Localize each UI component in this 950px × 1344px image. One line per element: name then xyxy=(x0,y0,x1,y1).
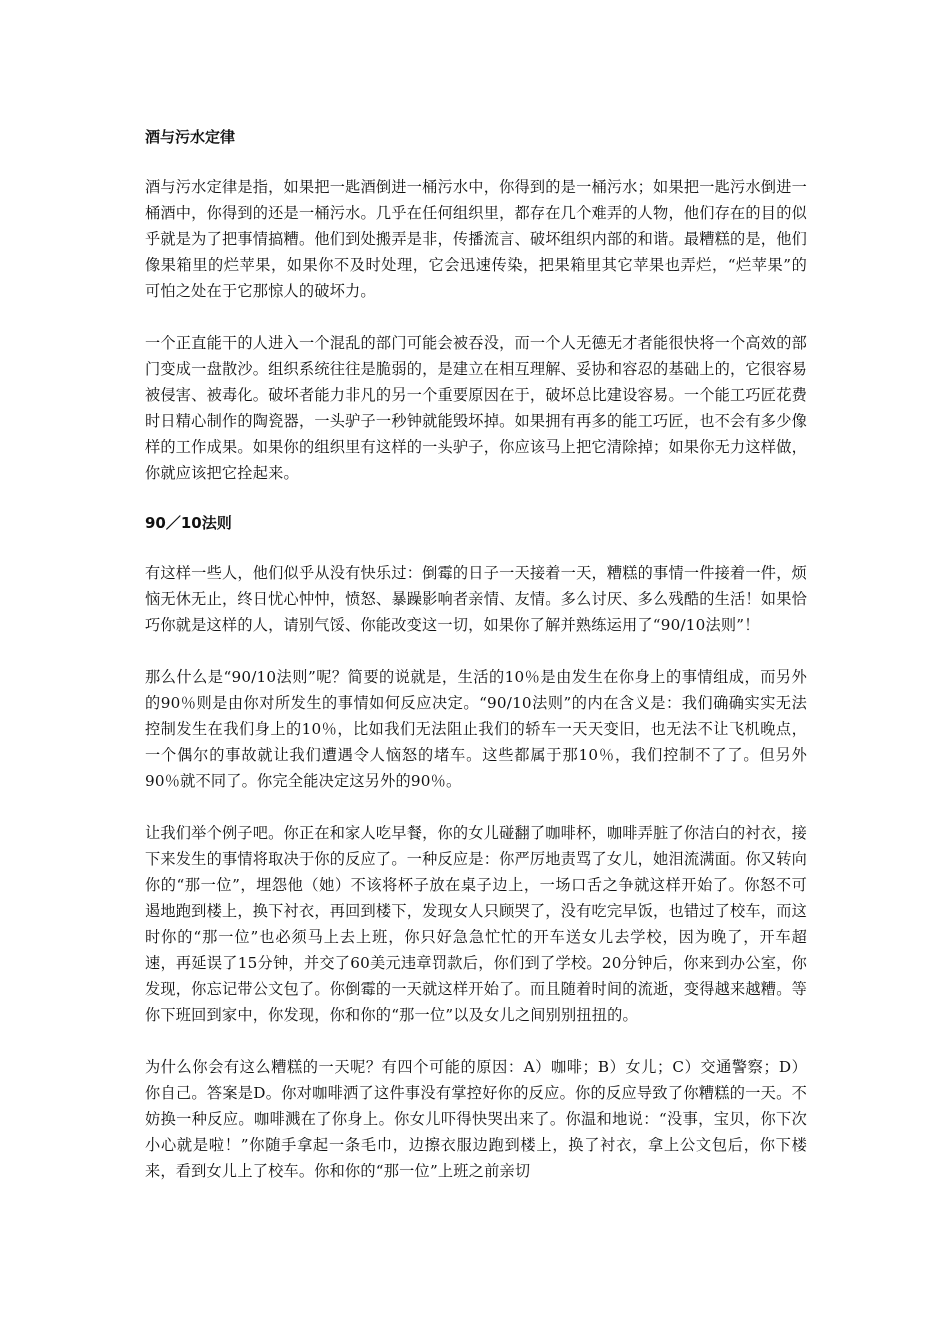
paragraph: 那么什么是“90/10法则”呢？简要的说就是，生活的10％是由发生在你身上的事情组成，而另外的90％则是由你对所发生的事情如何反应决定。“90/10法则”的内在含义是：我们确确实实无法控制发生在我们身上的10％，比如我们无法阻止我们的轿车一天天变旧，也无法不让飞机晚点，一个偶尔的事故就让我们遭遇令人恼怒的堵车。这些都属于那10％，我们控制不了了。但另外90％就不同了。你完全能决定这另外的90％。 xyxy=(145,668,807,790)
paragraph: 酒与污水定律是指，如果把一匙酒倒进一桶污水中，你得到的是一桶污水；如果把一匙污水倒进一桶酒中，你得到的还是一桶污水。几乎在任何组织里，都存在几个难弄的人物，他们存在的目的似乎就是为了把事情搞糟。他们到处搬弄是非，传播流言、破坏组织内部的和谐。最糟糕的是，他们像果箱里的烂苹果，如果你不及时处理，它会迅速传染，把果箱里其它苹果也弄烂，“烂苹果”的可怕之处在于它那惊人的破坏力。 xyxy=(145,178,807,300)
paragraph: 让我们举个例子吧。你正在和家人吃早餐，你的女儿碰翻了咖啡杯，咖啡弄脏了你洁白的衬衣，接下来发生的事情将取决于你的反应了。一种反应是：你严厉地责骂了女儿，她泪流满面。你又转向你的“那一位”，埋怨他（她）不该将杯子放在桌子边上，一场口舌之争就这样开始了。你怒不可遏地跑到楼上，换下衬衣，再回到楼下，发现女人只顾哭了，没有吃完早饭，也错过了校车，而这时你的“那一位”也必须马上去上班，你只好急急忙忙的开车送女儿去学校，因为晚了，开车超速，再延误了15分钟，并交了60美元违章罚款后，你们到了学校。20分钟后，你来到办公室，你发现，你忘记带公文包了。你倒霉的一天就这样开始了。而且随着时间的流逝，变得越来越糟。等你下班回到家中，你发现，你和你的“那一位”以及女儿之间别别扭扭的。 xyxy=(145,824,807,1024)
paragraph: 为什么你会有这么糟糕的一天呢？有四个可能的原因：A）咖啡；B）女儿；C）交通警察；D）你自己。答案是D。你对咖啡洒了这件事没有掌控好你的反应。你的反应导致了你糟糕的一天。不妨换一种反应。咖啡溅在了你身上。你女儿吓得快哭出来了。你温和地说：“没事，宝贝，你下次小心就是啦！”你随手拿起一条毛巾，边擦衣服边跑到楼上，换了衬衣，拿上公文包后，你下楼来，看到女儿上了校车。你和你的“那一位”上班之前亲切 xyxy=(145,1058,807,1180)
document-page xyxy=(145,126,807,1210)
paragraph: 一个正直能干的人进入一个混乱的部门可能会被吞没，而一个人无德无才者能很快将一个高效的部门变成一盘散沙。组织系统往往是脆弱的，是建立在相互理解、妥协和容忍的基础上的，它很容易被侵害、被毒化。破坏者能力非凡的另一个重要原因在于，破坏总比建设容易。一个能工巧匠花费时日精心制作的陶瓷器，一头驴子一秒钟就能毁坏掉。如果拥有再多的能工巧匠，也不会有多少像样的工作成果。如果你的组织里有这样的一头驴子，你应该马上把它清除掉；如果你无力这样做，你就应该把它拴起来。 xyxy=(145,334,807,482)
section-title-90-10-rule: 90／10法则 xyxy=(145,514,232,532)
paragraph: 有这样一些人，他们似乎从没有快乐过：倒霉的日子一天接着一天，糟糕的事情一件接着一件，烦恼无休无止，终日忧心忡忡，愤怒、暴躁影响者亲情、友情。多么讨厌、多么残酷的生活！如果恰巧你就是这样的人，请别气馁、你能改变这一切，如果你了解并熟练运用了“90/10法则”！ xyxy=(145,564,807,634)
section-title-wine-sewage-law: 酒与污水定律 xyxy=(145,128,236,146)
